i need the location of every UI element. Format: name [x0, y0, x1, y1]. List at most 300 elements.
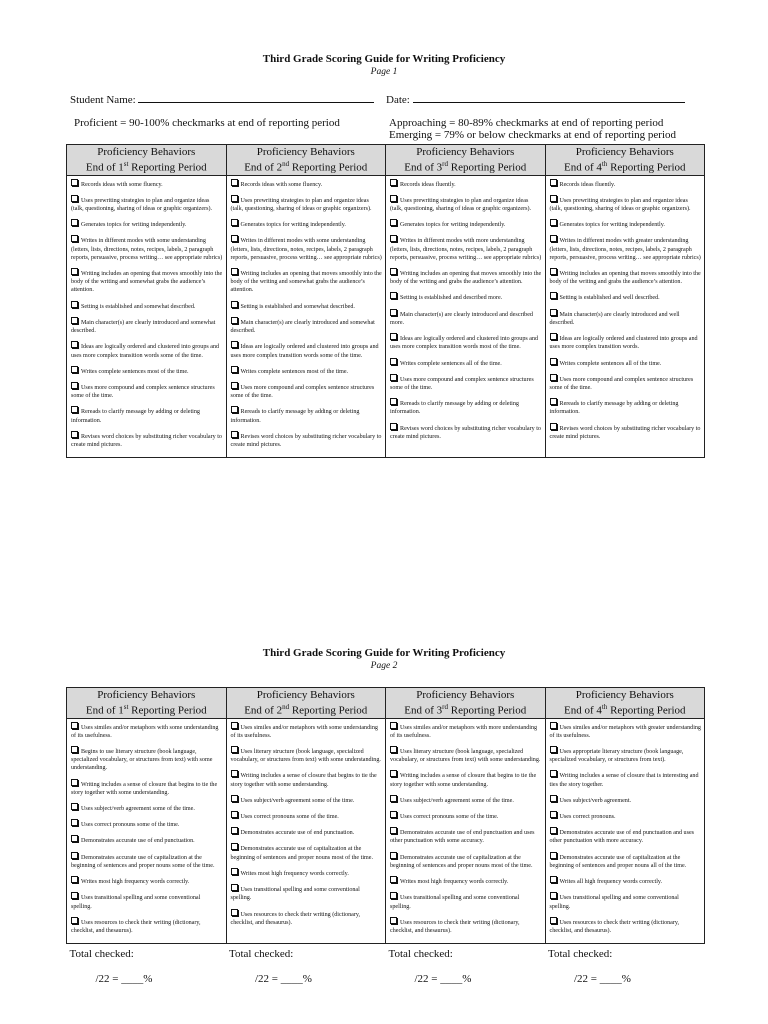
checkbox-icon[interactable]: [390, 722, 397, 729]
behavior-item: [71, 406, 223, 424]
behavior-item: [550, 195, 702, 213]
behavior-text: Rereads to clarify message by adding or deleting information.: [230, 409, 360, 424]
behavior-item: [71, 219, 223, 229]
behavior-text: Ideas are logically ordered and clustered into groups and uses more complex transition words most of the time.: [390, 336, 539, 351]
checkbox-icon[interactable]: [231, 843, 238, 850]
behavior-text: Writes complete sentences most of the time.: [81, 368, 189, 375]
checkbox-icon[interactable]: [550, 827, 557, 834]
checkbox-icon[interactable]: [71, 852, 78, 859]
column-header-period: [229, 701, 384, 717]
checkbox-icon[interactable]: [390, 892, 397, 899]
total-checked-period-3: [386, 944, 546, 986]
behavior-text: Writes in different modes with some understanding (letters, lists, directions, notes, recipes, labels, 2 paragraph reports, persuasive, process writing… see appropriate rubrics): [71, 238, 223, 261]
checkbox-icon[interactable]: [550, 195, 557, 202]
checkbox-icon[interactable]: [550, 219, 557, 226]
behavior-item: [231, 909, 383, 927]
behavior-text: Writing includes a sense of closure that begins to tie the story together with some understanding.: [71, 781, 218, 796]
behavior-item: [71, 341, 223, 359]
checkbox-icon[interactable]: [231, 827, 238, 834]
behavior-item: [550, 219, 702, 229]
behavior-text: Uses subject/verb agreement some of the time.: [81, 806, 195, 813]
checkbox-icon[interactable]: [390, 746, 397, 753]
checkbox-icon[interactable]: [231, 795, 238, 802]
behavior-text: Uses similes and/or metaphors with more understanding of its usefulness.: [390, 724, 538, 739]
period-ordinal-suffix: nd: [282, 160, 290, 168]
checkbox-icon[interactable]: [71, 219, 78, 226]
checkbox-icon[interactable]: [390, 917, 397, 924]
checkbox-icon[interactable]: [231, 382, 238, 389]
total-checked-period-2: [226, 944, 386, 986]
behavior-text: Writes most high frequency words correctly.: [240, 870, 349, 877]
checkbox-icon[interactable]: [390, 795, 397, 802]
date-field[interactable]: [386, 93, 685, 106]
behavior-text: Uses correct pronouns some of the time.: [400, 814, 499, 821]
behavior-text: Uses subject/verb agreement some of the time.: [240, 797, 355, 804]
checkbox-icon[interactable]: [550, 811, 557, 818]
behavior-item: [231, 301, 383, 311]
checkbox-icon[interactable]: [231, 235, 238, 242]
behavior-item: [550, 917, 702, 935]
column-header-period-2: [226, 145, 386, 176]
behavior-item: [71, 366, 223, 376]
behavior-text: Generates topics for writing independently.: [81, 222, 187, 229]
checkbox-icon[interactable]: [71, 235, 78, 242]
behavior-text: Begins to use literary structure (book language, specialized vocabulary, or structures from text) with some understanding.: [71, 749, 213, 772]
behavior-text: Writing includes a sense of closure that is interesting and ties the story together.: [549, 773, 699, 788]
behavior-item: [550, 746, 702, 764]
behavior-item: [550, 722, 702, 740]
behavior-item: [390, 827, 542, 845]
behavior-item: [231, 770, 383, 788]
behavior-text: Uses similes and/or metaphors with greater understanding of its usefulness.: [549, 724, 701, 739]
period-ordinal-suffix: rd: [442, 703, 448, 711]
behavior-text: Uses resources to check their writing (dictionary, checklist, and thesaurus).: [390, 919, 520, 934]
period-number: End of 3: [404, 704, 443, 717]
checkbox-icon[interactable]: [71, 876, 78, 883]
behavior-text: Main character(s) are clearly introduced and somewhat described.: [71, 319, 216, 335]
checkbox-icon[interactable]: [71, 722, 78, 729]
behavior-item: [231, 179, 383, 189]
column-header-period: [69, 158, 224, 174]
period-number: End of 1: [85, 704, 124, 717]
date-label: Date:: [386, 94, 410, 106]
behavior-text: Records ideas fluently.: [559, 181, 616, 188]
checkbox-icon[interactable]: [231, 909, 238, 916]
behavior-text: Records ideas with some fluency.: [240, 181, 323, 188]
checkbox-icon[interactable]: [71, 917, 78, 924]
behavior-text: Revises word choices by substituting richer vocabulary to create mind pictures.: [549, 425, 701, 440]
behavior-text: Writes complete sentences most of the time.: [240, 368, 349, 375]
page-1-proficiency-table: [66, 144, 705, 458]
behavior-item: [231, 317, 383, 335]
behavior-text: Uses prewriting strategies to plan and organize ideas (talk, questioning, sharing of ideas or graphic organizers).: [549, 197, 691, 213]
behavior-text: Uses appropriate literary structure (book language, specialized vocabulary, or structures from text).: [549, 749, 684, 764]
behavior-text: Uses correct pronouns some of the time.: [81, 822, 180, 829]
checkbox-icon[interactable]: [550, 398, 557, 405]
behavior-text: Writes complete sentences all of the time.: [559, 360, 662, 367]
checkbox-icon[interactable]: [231, 868, 238, 875]
column-header-period-3: [386, 145, 546, 176]
behavior-text: Demonstrates accurate use of capitalization at the beginning of sentences and proper nouns most of the time.: [230, 846, 373, 861]
behavior-text: Uses prewriting strategies to plan and organize ideas (talk, questioning, sharing of ideas or graphic organizers).: [71, 197, 213, 213]
checkbox-icon[interactable]: [390, 811, 397, 818]
behavior-text: Uses more compound and complex sentence structures some of the time.: [230, 384, 375, 400]
behavior-text: Uses literary structure (book language, specialized vocabulary, or structures from text) with some understanding.: [230, 749, 381, 764]
behavior-item: [390, 358, 542, 368]
behavior-text: Uses correct pronouns.: [559, 814, 616, 821]
behaviors-column-period-2: [226, 175, 386, 457]
behavior-text: Demonstrates accurate use of end punctuation and uses other punctuation with some accuracy.: [390, 830, 535, 845]
behavior-item: [231, 219, 383, 229]
behavior-item: [231, 431, 383, 449]
behavior-text: Main character(s) are clearly introduced and somewhat described.: [230, 319, 375, 335]
checkbox-icon[interactable]: [550, 333, 557, 340]
behavior-item: [231, 195, 383, 213]
student-name-label: Student Name:: [70, 94, 136, 106]
behavior-item: [71, 876, 223, 886]
period-ordinal-suffix: st: [123, 160, 129, 168]
behavior-item: [231, 843, 383, 861]
checkbox-icon[interactable]: [390, 309, 397, 316]
score-percentage-field[interactable]: /22 = ____%: [95, 973, 153, 986]
page-2-subtitle: Page 2: [370, 661, 398, 671]
checkbox-icon[interactable]: [71, 268, 78, 275]
checkbox-icon[interactable]: [550, 876, 557, 883]
checkbox-icon[interactable]: [550, 917, 557, 924]
column-header-period: [548, 158, 703, 174]
behaviors-column-period-1: [67, 718, 227, 943]
checkbox-icon[interactable]: [71, 746, 78, 753]
checkbox-icon[interactable]: [231, 317, 238, 324]
behavior-text: Uses transitional spelling and some conventional spelling.: [549, 895, 679, 910]
checkbox-icon[interactable]: [390, 292, 397, 299]
behavior-text: Writes most high frequency words correctly.: [400, 879, 509, 886]
behavior-item: [550, 333, 702, 351]
behavior-text: Uses transitional spelling and some conventional spelling.: [390, 895, 520, 910]
behavior-item: [71, 195, 223, 213]
behavior-text: Demonstrates accurate use of capitalization at the beginning of sentences and proper nouns some of the time.: [71, 854, 215, 869]
total-checked-label: Total checked:: [69, 948, 134, 961]
score-percentage-field[interactable]: /22 = ____%: [414, 973, 472, 986]
checkbox-icon[interactable]: [71, 366, 78, 373]
behavior-item: [550, 423, 702, 441]
page-2-proficiency-table: [66, 687, 705, 985]
column-header-period-2: [226, 688, 386, 719]
checkbox-icon[interactable]: [231, 219, 238, 226]
behavior-item: [390, 917, 542, 935]
behavior-item: [71, 382, 223, 400]
behavior-item: [71, 835, 223, 845]
behavior-item: [550, 268, 702, 286]
behavior-text: Writing includes an opening that moves smoothly into the body of the writing and grabs the audience’s attention.: [549, 271, 701, 286]
approaching-criteria: Approaching = 80-89% checkmarks at end of reporting period: [389, 117, 664, 129]
page-2-title: Third Grade Scoring Guide for Writing Proficiency: [262, 647, 506, 659]
period-label: Reporting Period: [128, 161, 207, 174]
checkbox-icon[interactable]: [71, 431, 78, 438]
period-number: End of 2: [244, 161, 283, 174]
behavior-item: [231, 406, 383, 424]
behavior-item: [71, 431, 223, 449]
behavior-item: [71, 301, 223, 311]
behavior-text: Writing includes an opening that moves smoothly into the body of the writing and somewhat grabs the audience’s attention.: [71, 271, 223, 294]
behavior-item: [550, 811, 702, 821]
behavior-item: [550, 358, 702, 368]
column-header-period: [548, 701, 703, 717]
column-header-period: [229, 158, 384, 174]
behavior-text: Uses transitional spelling and some conventional spelling.: [230, 887, 360, 902]
behavior-item: [550, 892, 702, 910]
checkbox-icon[interactable]: [231, 406, 238, 413]
total-checked-label: Total checked:: [229, 948, 294, 961]
checkbox-icon[interactable]: [390, 268, 397, 275]
checkbox-icon[interactable]: [231, 341, 238, 348]
period-ordinal-suffix: nd: [282, 703, 290, 711]
page-1-subtitle: Page 1: [370, 67, 398, 77]
checkbox-icon[interactable]: [71, 301, 78, 308]
period-label: Reporting Period: [607, 704, 686, 717]
period-number: End of 3: [404, 161, 443, 174]
behavior-text: Ideas are logically ordered and clustered into groups and uses more complex transition words.: [549, 336, 698, 351]
behavior-item: [71, 803, 223, 813]
emerging-criteria: Emerging = 79% or below checkmarks at end of reporting period: [389, 129, 677, 141]
behavior-item: [550, 398, 702, 416]
behavior-item: [390, 398, 542, 416]
checkbox-icon[interactable]: [390, 374, 397, 381]
total-checked-label: Total checked:: [548, 948, 613, 961]
checkbox-icon[interactable]: [550, 795, 557, 802]
behavior-item: [231, 746, 383, 764]
period-ordinal-suffix: st: [123, 703, 129, 711]
checkbox-icon[interactable]: [71, 382, 78, 389]
period-label: Reporting Period: [289, 704, 368, 717]
behavior-item: [231, 235, 383, 262]
behavior-text: Uses resources to check their writing (dictionary, checklist, and thesaurus).: [549, 919, 680, 934]
behavior-item: [231, 884, 383, 902]
behavior-text: Main character(s) are clearly introduced and well described.: [549, 311, 680, 326]
behavior-text: Demonstrates accurate use of end punctuation.: [240, 830, 355, 837]
behavior-text: Writes all high frequency words correctly.: [559, 879, 663, 886]
behavior-item: [71, 235, 223, 262]
period-label: Reporting Period: [448, 704, 527, 717]
behavior-text: Setting is established and somewhat described.: [81, 303, 196, 310]
checkbox-icon[interactable]: [550, 292, 557, 299]
checkbox-icon[interactable]: [550, 722, 557, 729]
behavior-text: Demonstrates accurate use of end punctuation and uses other punctuation with more accuracy.: [549, 830, 695, 845]
checkbox-icon[interactable]: [231, 301, 238, 308]
behavior-item: [231, 868, 383, 878]
checkbox-icon[interactable]: [550, 746, 557, 753]
behavior-item: [550, 827, 702, 845]
behavior-text: Uses subject/verb agreement some of the time.: [400, 797, 514, 804]
column-header-period-4: [545, 145, 705, 176]
checkbox-icon[interactable]: [71, 317, 78, 324]
behavior-item: [390, 770, 542, 788]
checkbox-icon[interactable]: [71, 819, 78, 826]
column-header-period-1: [67, 145, 227, 176]
behavior-text: Writes in different modes with greater understanding (letters, lists, directions, notes, recipes, labels, 2 paragraph reports, persuasive, process writing… see appropriate rubrics): [549, 238, 701, 261]
behavior-item: [231, 722, 383, 740]
behavior-item: [390, 722, 542, 740]
behavior-text: Revises word choices by substituting richer vocabulary to create mind pictures.: [230, 433, 382, 448]
behavior-item: [231, 827, 383, 837]
checkbox-icon[interactable]: [550, 892, 557, 899]
checkbox-icon[interactable]: [550, 179, 557, 186]
period-label: Reporting Period: [289, 161, 368, 174]
behavior-text: Setting is established and somewhat described.: [240, 303, 355, 310]
behavior-item: [390, 852, 542, 870]
behavior-text: Writes in different modes with some understanding (letters, lists, directions, notes, recipes, labels, 2 paragraph reports, persuasive, process writing… see appropriate rubrics): [230, 238, 382, 261]
checkbox-icon[interactable]: [71, 779, 78, 786]
checkbox-icon[interactable]: [390, 235, 397, 242]
checkbox-icon[interactable]: [231, 722, 238, 729]
checkbox-icon[interactable]: [390, 195, 397, 202]
behaviors-column-period-3: [386, 718, 546, 943]
behavior-item: [390, 195, 542, 213]
date-line[interactable]: [413, 93, 685, 103]
period-number: End of 4: [563, 161, 602, 174]
behavior-item: [390, 268, 542, 286]
checkbox-icon[interactable]: [231, 884, 238, 891]
behavior-text: Rereads to clarify message by adding or deleting information.: [549, 401, 679, 416]
checkbox-icon[interactable]: [71, 835, 78, 842]
behavior-item: [390, 235, 542, 262]
checkbox-icon[interactable]: [390, 423, 397, 430]
checkbox-icon[interactable]: [231, 431, 238, 438]
column-header-period-4: [545, 688, 705, 719]
checkbox-icon[interactable]: [390, 179, 397, 186]
checkbox-icon[interactable]: [390, 398, 397, 405]
behavior-item: [231, 811, 383, 821]
behavior-text: Setting is established and well described.: [559, 295, 660, 302]
period-number: End of 1: [85, 161, 124, 174]
behavior-item: [390, 374, 542, 392]
behavior-text: Ideas are logically ordered and clustered into groups and uses more complex transition words some of the time.: [71, 344, 220, 359]
behavior-item: [71, 819, 223, 829]
behavior-item: [550, 795, 702, 805]
checkbox-icon[interactable]: [71, 179, 78, 186]
behavior-text: Setting is established and described more.: [400, 295, 503, 302]
checkbox-icon[interactable]: [550, 309, 557, 316]
behavior-text: Uses subject/verb agreement.: [559, 797, 632, 804]
behavior-text: Revises word choices by substituting richer vocabulary to create mind pictures.: [71, 433, 222, 448]
behavior-item: [71, 722, 223, 740]
column-header-title: Proficiency Behaviors: [575, 146, 674, 158]
checkbox-icon[interactable]: [390, 770, 397, 777]
checkbox-icon[interactable]: [231, 366, 238, 373]
checkbox-icon[interactable]: [390, 876, 397, 883]
checkbox-icon[interactable]: [390, 358, 397, 365]
student-name-field[interactable]: [70, 93, 374, 106]
behavior-item: [390, 795, 542, 805]
checkbox-icon[interactable]: [550, 423, 557, 430]
behaviors-column-period-4: [545, 175, 705, 457]
student-name-line[interactable]: [138, 93, 374, 103]
column-header-title: Proficiency Behaviors: [97, 689, 196, 701]
behavior-item: [550, 770, 702, 788]
checkbox-icon[interactable]: [231, 746, 238, 753]
page-1-title: Third Grade Scoring Guide for Writing Proficiency: [262, 53, 506, 65]
period-ordinal-suffix: th: [601, 703, 608, 711]
behavior-item: [71, 917, 223, 935]
period-number: End of 4: [563, 704, 602, 717]
period-number: End of 2: [244, 704, 283, 717]
behavior-text: Records ideas with some fluency.: [81, 181, 163, 188]
checkbox-icon[interactable]: [550, 268, 557, 275]
behavior-text: Main character(s) are clearly introduced and described more.: [390, 311, 533, 326]
behavior-text: Revises word choices by substituting richer vocabulary to create mind pictures.: [390, 425, 541, 440]
checkbox-icon[interactable]: [550, 374, 557, 381]
score-percentage-field[interactable]: /22 = ____%: [574, 973, 631, 986]
column-header-period: [388, 158, 543, 174]
column-header-title: Proficiency Behaviors: [575, 689, 674, 701]
checkbox-icon[interactable]: [390, 827, 397, 834]
checkbox-icon[interactable]: [550, 235, 557, 242]
total-checked-label: Total checked:: [388, 948, 453, 961]
behaviors-column-period-4: [545, 718, 705, 943]
column-header-title: Proficiency Behaviors: [256, 146, 355, 158]
behavior-text: Rereads to clarify message by adding or deleting information.: [71, 409, 200, 424]
behavior-text: Writes in different modes with more understanding (letters, lists, directions, notes, recipes, labels, 2 paragraph reports, persuasive, process writing… see appropriate rubrics): [390, 238, 542, 261]
checkbox-icon[interactable]: [390, 219, 397, 226]
checkbox-icon[interactable]: [71, 195, 78, 202]
checkbox-icon[interactable]: [71, 406, 78, 413]
behavior-item: [71, 892, 223, 910]
behavior-item: [390, 333, 542, 351]
column-header-title: Proficiency Behaviors: [256, 689, 355, 701]
checkbox-icon[interactable]: [550, 852, 557, 859]
checkbox-icon[interactable]: [550, 770, 557, 777]
period-label: Reporting Period: [607, 161, 686, 174]
checkbox-icon[interactable]: [231, 268, 238, 275]
behavior-item: [390, 876, 542, 886]
proficient-criteria: Proficient = 90-100% checkmarks at end of reporting period: [74, 117, 340, 129]
behavior-item: [71, 779, 223, 797]
behavior-text: Uses literary structure (book language, specialized vocabulary, or structures from text) with some understanding.: [390, 749, 541, 764]
checkbox-icon[interactable]: [550, 358, 557, 365]
behavior-text: Uses resources to check their writing (dictionary, checklist, and thesaurus).: [71, 919, 201, 934]
checkbox-icon[interactable]: [71, 803, 78, 810]
behavior-item: [550, 309, 702, 327]
period-ordinal-suffix: th: [601, 160, 608, 168]
score-percentage-field[interactable]: /22 = ____%: [255, 973, 312, 986]
checkbox-icon[interactable]: [390, 852, 397, 859]
behavior-text: Uses resources to check their writing (dictionary, checklist, and thesaurus).: [230, 911, 361, 926]
checkbox-icon[interactable]: [231, 770, 238, 777]
behavior-item: [550, 292, 702, 302]
behavior-item: [71, 746, 223, 773]
checkbox-icon[interactable]: [71, 892, 78, 899]
behavior-item: [550, 374, 702, 392]
behavior-item: [390, 423, 542, 441]
behavior-text: Uses transitional spelling and some conventional spelling.: [71, 895, 201, 910]
column-header-title: Proficiency Behaviors: [416, 146, 515, 158]
checkbox-icon[interactable]: [231, 195, 238, 202]
behavior-text: Uses correct pronouns some of the time.: [240, 814, 339, 821]
behavior-text: Uses prewriting strategies to plan and organize ideas (talk, questioning, sharing of ideas or graphic organizers).: [390, 197, 532, 213]
period-ordinal-suffix: rd: [442, 160, 448, 168]
checkbox-icon[interactable]: [231, 179, 238, 186]
behavior-text: Writes complete sentences all of the time.: [400, 360, 502, 367]
checkbox-icon[interactable]: [390, 333, 397, 340]
behavior-item: [550, 852, 702, 870]
checkbox-icon[interactable]: [71, 341, 78, 348]
behavior-text: Uses similes and/or metaphors with some understanding of its usefulness.: [230, 724, 378, 739]
behavior-item: [550, 179, 702, 189]
behaviors-column-period-1: [67, 175, 227, 457]
column-header-period-3: [386, 688, 546, 719]
behavior-item: [550, 235, 702, 262]
checkbox-icon[interactable]: [231, 811, 238, 818]
